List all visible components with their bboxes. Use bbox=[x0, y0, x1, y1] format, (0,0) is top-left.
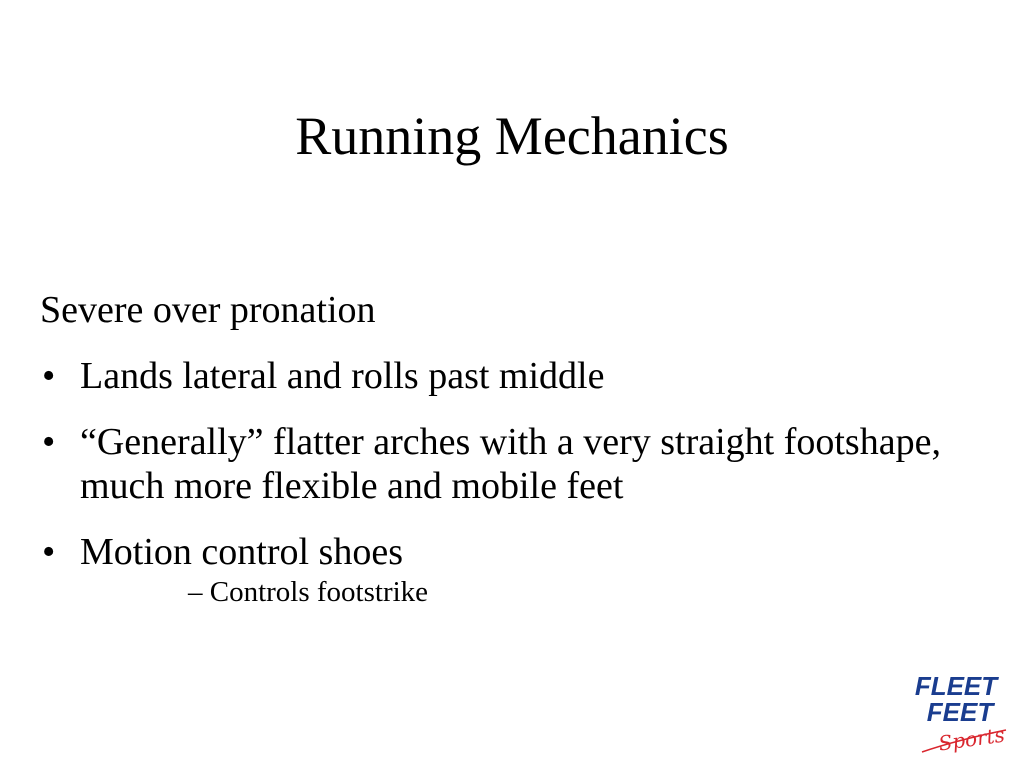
slide-title: Running Mechanics bbox=[295, 106, 729, 166]
bullet-item bbox=[40, 354, 980, 398]
bullet-item bbox=[40, 420, 980, 508]
logo-script-sports: Sports bbox=[937, 722, 1007, 756]
bullet-icon: • bbox=[42, 531, 56, 573]
section-heading: Severe over pronation bbox=[40, 289, 376, 331]
bullet-item bbox=[40, 530, 980, 574]
logo-line-feet: FEET bbox=[926, 697, 994, 727]
bullet-icon: • bbox=[42, 355, 56, 397]
slide-body bbox=[40, 288, 980, 596]
bullet-text: Lands lateral and rolls past middle bbox=[80, 355, 605, 397]
bullet-icon: • bbox=[42, 421, 56, 463]
sub-bullet: – Controls footstrike bbox=[188, 576, 429, 608]
bullet-text: Motion control shoes bbox=[80, 531, 403, 573]
logo-line-fleet: FLEET bbox=[914, 671, 998, 701]
fleet-feet-sports-logo bbox=[902, 670, 1010, 756]
bullet-text: “Generally” flatter arches with a very straight footshape, much more flexible and mobile feet bbox=[80, 421, 941, 507]
